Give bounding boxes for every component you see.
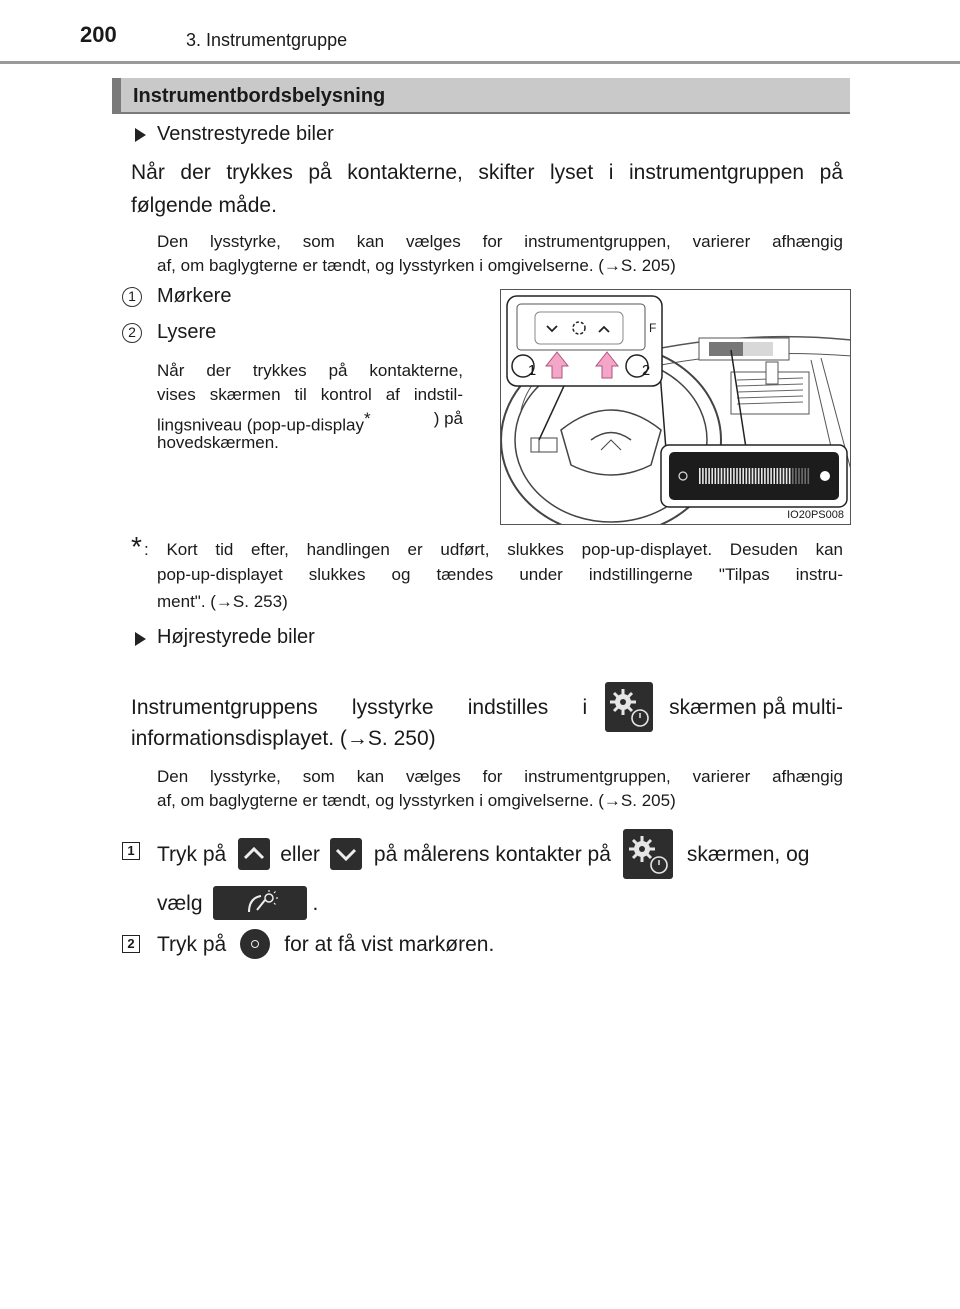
item-darker: Mørkere [157,285,232,307]
rhd-note-line2: af, om baglygterne er tændt, og lysstyrken i omgivelserne. (→S. 205) [157,791,676,810]
lhd-heading: Venstrestyrede biler [157,123,334,145]
section-rule [112,112,850,114]
step2-text-b: for at få vist markøren. [284,932,495,956]
step1-text-c: på målerens kontakter på [373,842,611,866]
chevron-up-icon [238,838,270,870]
rhd-heading: Højrestyrede biler [157,626,315,648]
step1-text-e: vælg [157,891,203,915]
step1-text-b: eller [280,842,320,866]
item2-desc-line2: vises skærmen til kontrol af indstil- [157,385,463,404]
svg-text:F: F [649,321,657,335]
figure-id: IO20PS008 [787,509,844,521]
footnote-line3: ment". (→S. 253) [157,592,288,611]
page-number: 200 [80,22,117,47]
lhd-para-line2: følgende måde. [131,194,277,217]
rhd-note-line1: Den lysstyrke, som kan vælges for instrumentgruppen, varierer afhængig [157,767,843,786]
item-lighter: Lysere [157,321,217,343]
settings-gear-icon [623,829,673,879]
item2-desc-line3a: lingsniveau (pop-up-display* [157,409,371,435]
section-heading [112,78,850,112]
lhd-note-line2: af, om baglygterne er tændt, og lysstyrken i omgivelserne. (→S. 205) [157,256,676,275]
callout-2: 2 [641,362,651,379]
dashboard-illustration [500,289,851,525]
step1-text-f: . [312,891,319,915]
step1-line1 [157,832,843,876]
chevron-down-icon [330,838,362,870]
instrument-brightness-icon [213,886,307,920]
settings-gear-icon [605,682,653,732]
step1-text-a: Tryk på [157,842,227,866]
item-number-1: 1 [122,287,142,307]
item2-desc-line1: Når der trykkes på kontakterne, [157,361,463,380]
footnote-line2: pop-up-displayet slukkes og tændes under indstillingerne "Tilpas instru- [157,565,843,584]
chapter-title: 3. Instrumentgruppe [186,30,348,50]
footnote-asterisk: * [131,531,142,562]
step2-line [157,926,494,962]
section-title: Instrumentbordsbelysning [133,85,386,107]
step1-line2 [157,884,318,922]
item2-desc-line4: hovedskærmen. [157,433,279,452]
step-number-1: 1 [122,842,140,860]
rhd-para-text-a: Instrumentgruppens lysstyrke indstilles i [131,695,588,719]
step1-text-d: skærmen, og [686,842,810,866]
step2-text-a: Tryk på [157,932,227,956]
header-rule [0,61,960,64]
bullet-triangle-icon [135,632,146,646]
item-number-2: 2 [122,323,142,343]
step-number-2: 2 [122,935,140,953]
lhd-para-line1: Når der trykkes på kontakterne, skifter lyset i instrumentgruppen på [131,161,843,184]
rhd-para-text-b: skærmen på multi- [669,695,843,719]
lhd-note-line1: Den lysstyrke, som kan vælges for instrumentgruppen, varierer afhængig [157,232,843,251]
footnote-line1: : Kort tid efter, handlingen er udført, slukkes pop-up-displayet. Desuden kan [144,540,843,559]
asterisk-mark: * [363,409,371,428]
bullet-triangle-icon [135,128,146,142]
ok-button-icon [240,929,270,959]
item2-desc-line3b: ) på [433,409,463,428]
callout-1: 1 [527,362,537,379]
rhd-para-line2: informationsdisplayet. (→S. 250) [131,727,436,750]
dashboard-drawing [501,290,851,525]
